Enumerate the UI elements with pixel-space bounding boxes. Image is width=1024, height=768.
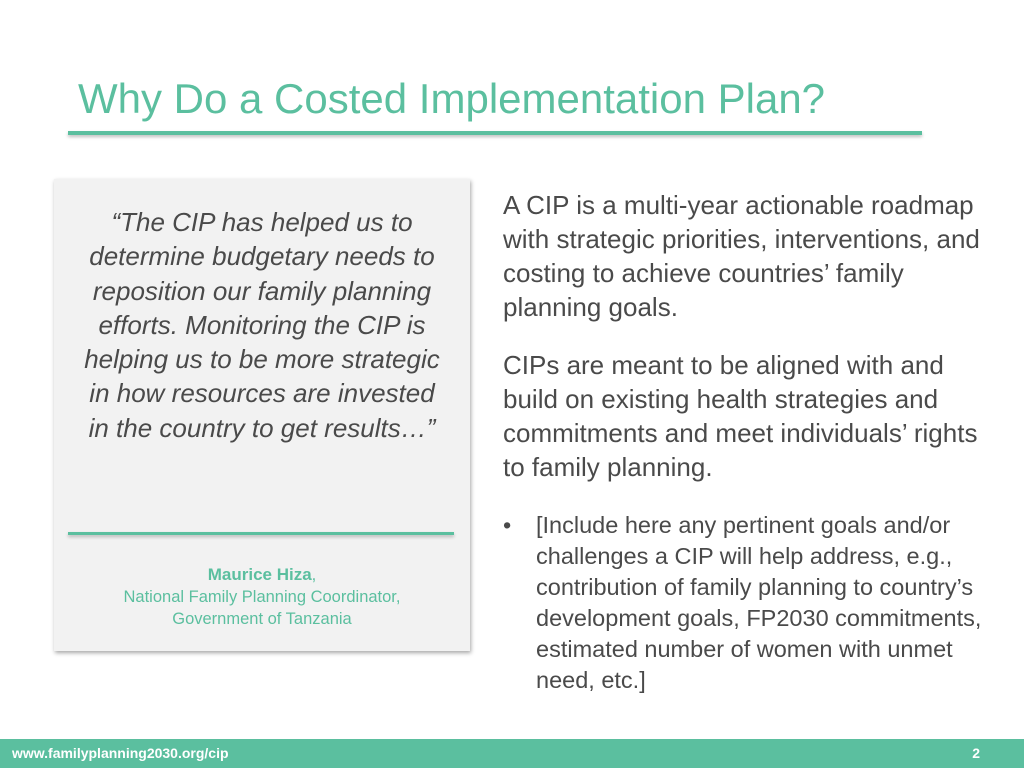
author-org: Government of Tanzania: [172, 610, 352, 628]
author-name-suffix: ,: [311, 566, 317, 584]
slide-title: Why Do a Costed Implementation Plan?: [78, 75, 826, 122]
title-underline: [68, 131, 922, 135]
body-paragraph-1: A CIP is a multi-year actionable roadmap with strategic priorities, interventions, and costing to achieve countries’ family planning goals.: [503, 190, 980, 322]
body-paragraph-2: CIPs are meant to be aligned with and build on existing health strategies and commitments and meet individuals’ rights to family planning.: [503, 350, 978, 482]
body-content: [503, 188, 1003, 696]
author-name: Maurice Hiza: [207, 565, 312, 584]
bullet-list: [503, 510, 1003, 696]
quote-divider: [68, 532, 454, 535]
list-item: [503, 510, 1003, 696]
footer-url-link[interactable]: www.familyplanning2030.org/cip: [12, 745, 229, 761]
quote-attribution: [54, 564, 470, 630]
footer-bar: [0, 739, 1024, 768]
quote-text: “The CIP has helped us to determine budgetary needs to reposition our family planning efforts. Monitoring the CIP is helping us to be more strategic in how resources are invested in the country to get results…”: [84, 207, 440, 443]
quote-card: [54, 179, 470, 651]
bullet-text: [Include here any pertinent goals and/or challenges a CIP will help address, e.g., contribution of family planning to country’s development goals, FP2030 commitments, estimated number of women with unmet need, etc.]: [536, 512, 982, 693]
attribution-name-line: [54, 564, 470, 586]
author-title: National Family Planning Coordinator,: [123, 588, 401, 606]
page-number: 2: [972, 745, 980, 761]
bullet-marker: •: [503, 512, 512, 538]
